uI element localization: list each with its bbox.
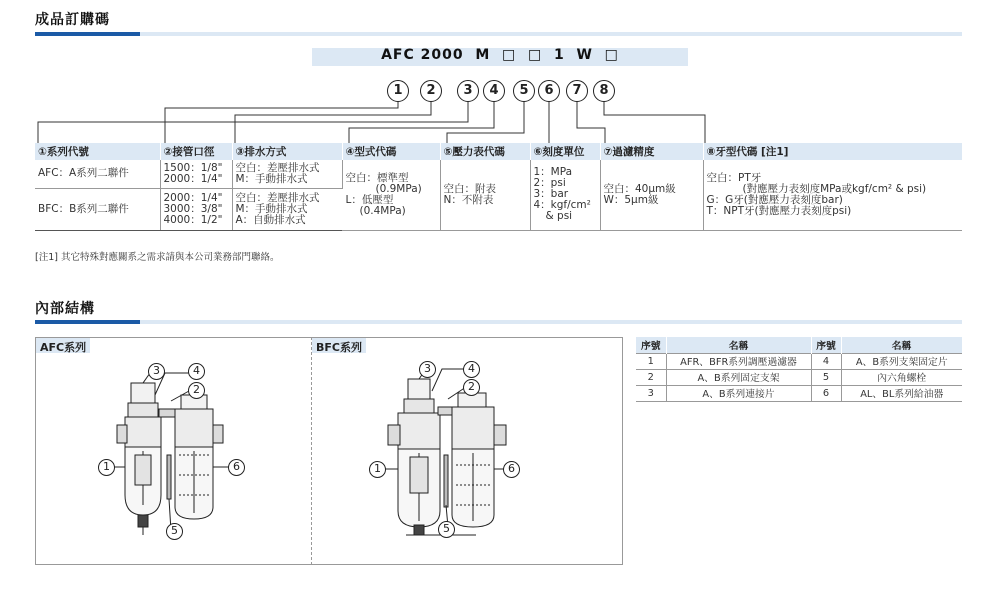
order-marker-2: 2 [420, 80, 442, 102]
spec-header-type: ④型式代碼 [342, 143, 440, 160]
parts-row [636, 385, 962, 401]
filter-option: W：5μm級 [603, 193, 659, 206]
afc-callout-1: 1 [98, 459, 115, 476]
unit-cell [530, 160, 600, 230]
drain-option: M：手動排水式 [235, 172, 308, 185]
bfc-callout-1: 1 [369, 461, 386, 478]
bfc-callout-4: 4 [463, 361, 480, 378]
parts-header-no: 序號 [811, 337, 841, 353]
spec-header-drain: ③排水方式 [232, 143, 342, 160]
port-afc [160, 160, 232, 188]
spec-header-filter: ⑦過濾精度 [600, 143, 703, 160]
part-no: 6 [811, 385, 841, 401]
gauge-option: N：不附表 [443, 193, 494, 206]
part-name: A、B系列支架固定片 [841, 353, 962, 369]
filter-cell [600, 160, 703, 230]
part-no: 3 [636, 385, 666, 401]
afc-callout-6: 6 [228, 459, 245, 476]
afc-callout-2: 2 [188, 382, 205, 399]
gauge-cell [440, 160, 530, 230]
gauge-option: 空白：附表 [443, 182, 496, 195]
footnote: [注1] 其它特殊對應關系之需求請與本公司業務部門聯絡。 [35, 252, 280, 263]
afc-callout-3: 3 [148, 363, 165, 380]
part-name: AL、BL系列給油器 [841, 385, 962, 401]
series-afc: AFC：A系列二聯件 [35, 160, 160, 188]
unit-option: 3：bar [533, 188, 569, 201]
spec-header-series: ①系列代號 [35, 143, 160, 160]
afc-panel-label: AFC系列 [36, 338, 90, 353]
order-marker-3: 3 [457, 80, 479, 102]
part-no: 5 [811, 369, 841, 385]
structure-section-title: 內部結構 [35, 301, 95, 317]
bfc-callout-5: 5 [438, 521, 455, 538]
unit-option: 2：psi [533, 177, 566, 190]
port-option: 1500：1/8" [163, 161, 223, 174]
port-option: 2000：1/4" [163, 191, 223, 204]
drain-option: A：自動排水式 [235, 213, 306, 226]
unit-option: 4：kgf/cm² [533, 199, 591, 212]
part-name: A、B系列連接片 [666, 385, 811, 401]
parts-header-no: 序號 [636, 337, 666, 353]
drain-afc [232, 160, 342, 188]
part-name: 內六角螺栓 [841, 369, 962, 385]
bfc-callout-3: 3 [419, 361, 436, 378]
thread-cell [703, 160, 962, 230]
thread-option-note: (對應壓力表刻度MPa或kgf/cm² & psi) [742, 182, 927, 195]
order-marker-4: 4 [483, 80, 505, 102]
afc-callout-5: 5 [166, 523, 183, 540]
part-name: A、B系列固定支架 [666, 369, 811, 385]
spec-header-port: ②接管口徑 [160, 143, 232, 160]
spec-row-afc [35, 160, 962, 188]
panel-divider [311, 337, 312, 565]
part-no: 2 [636, 369, 666, 385]
parts-row [636, 353, 962, 369]
order-marker-8: 8 [593, 80, 615, 102]
order-spec-table [35, 143, 963, 231]
parts-header-row [636, 337, 962, 353]
drain-option: 空白：差壓排水式 [235, 161, 320, 174]
unit-option-note: & psi [545, 210, 573, 223]
filter-option: 空白：40μm級 [603, 182, 676, 195]
drain-option: 空白：差壓排水式 [235, 191, 320, 204]
order-marker-5: 5 [513, 80, 535, 102]
bfc-callout-2: 2 [463, 379, 480, 396]
type-cell [342, 160, 440, 230]
unit-option: 1：MPa [533, 166, 573, 179]
order-section-title: 成品訂購碼 [35, 12, 110, 28]
thread-option: 空白：PT牙 [706, 171, 762, 184]
title-rule [140, 320, 962, 324]
thread-option: T：NPT牙(對應壓力表刻度psi) [706, 204, 852, 217]
spec-header-thread: ⑧牙型代碼 [注1] [703, 143, 962, 160]
bfc-callout-6: 6 [503, 461, 520, 478]
type-option-note: (0.4MPa) [359, 204, 406, 217]
port-bfc [160, 188, 232, 230]
title-accent-bar [35, 320, 140, 324]
bfc-panel-label: BFC系列 [312, 338, 366, 353]
port-option: 2000：1/4" [163, 172, 223, 185]
spec-header-unit: ⑥刻度單位 [530, 143, 600, 160]
thread-option: G：G牙(對應壓力表刻度bar) [706, 193, 843, 206]
spec-header-gauge: ⑤壓力表代碼 [440, 143, 530, 160]
type-option-note: (0.9MPa) [375, 182, 422, 195]
parts-header-name: 名稱 [666, 337, 811, 353]
order-marker-1: 1 [387, 80, 409, 102]
order-marker-6: 6 [538, 80, 560, 102]
order-marker-7: 7 [566, 80, 588, 102]
type-option: L：低壓型 [345, 193, 394, 206]
parts-header-name: 名稱 [841, 337, 962, 353]
drain-bfc [232, 188, 342, 230]
series-bfc: BFC：B系列二聯件 [35, 188, 160, 230]
drain-option: M：手動排水式 [235, 202, 308, 215]
spec-header-row [35, 143, 962, 160]
parts-row [636, 369, 962, 385]
port-option: 4000：1/2" [163, 213, 223, 226]
type-option: 空白：標準型 [345, 171, 409, 184]
order-code-connectors [0, 0, 1000, 150]
port-option: 3000：3/8" [163, 202, 223, 215]
part-name: AFR、BFR系列調壓過濾器 [666, 353, 811, 369]
part-no: 4 [811, 353, 841, 369]
afc-callout-4: 4 [188, 363, 205, 380]
order-code: AFC 2000 M □ □ 1 W □ [381, 47, 619, 63]
parts-table [636, 337, 963, 402]
part-no: 1 [636, 353, 666, 369]
